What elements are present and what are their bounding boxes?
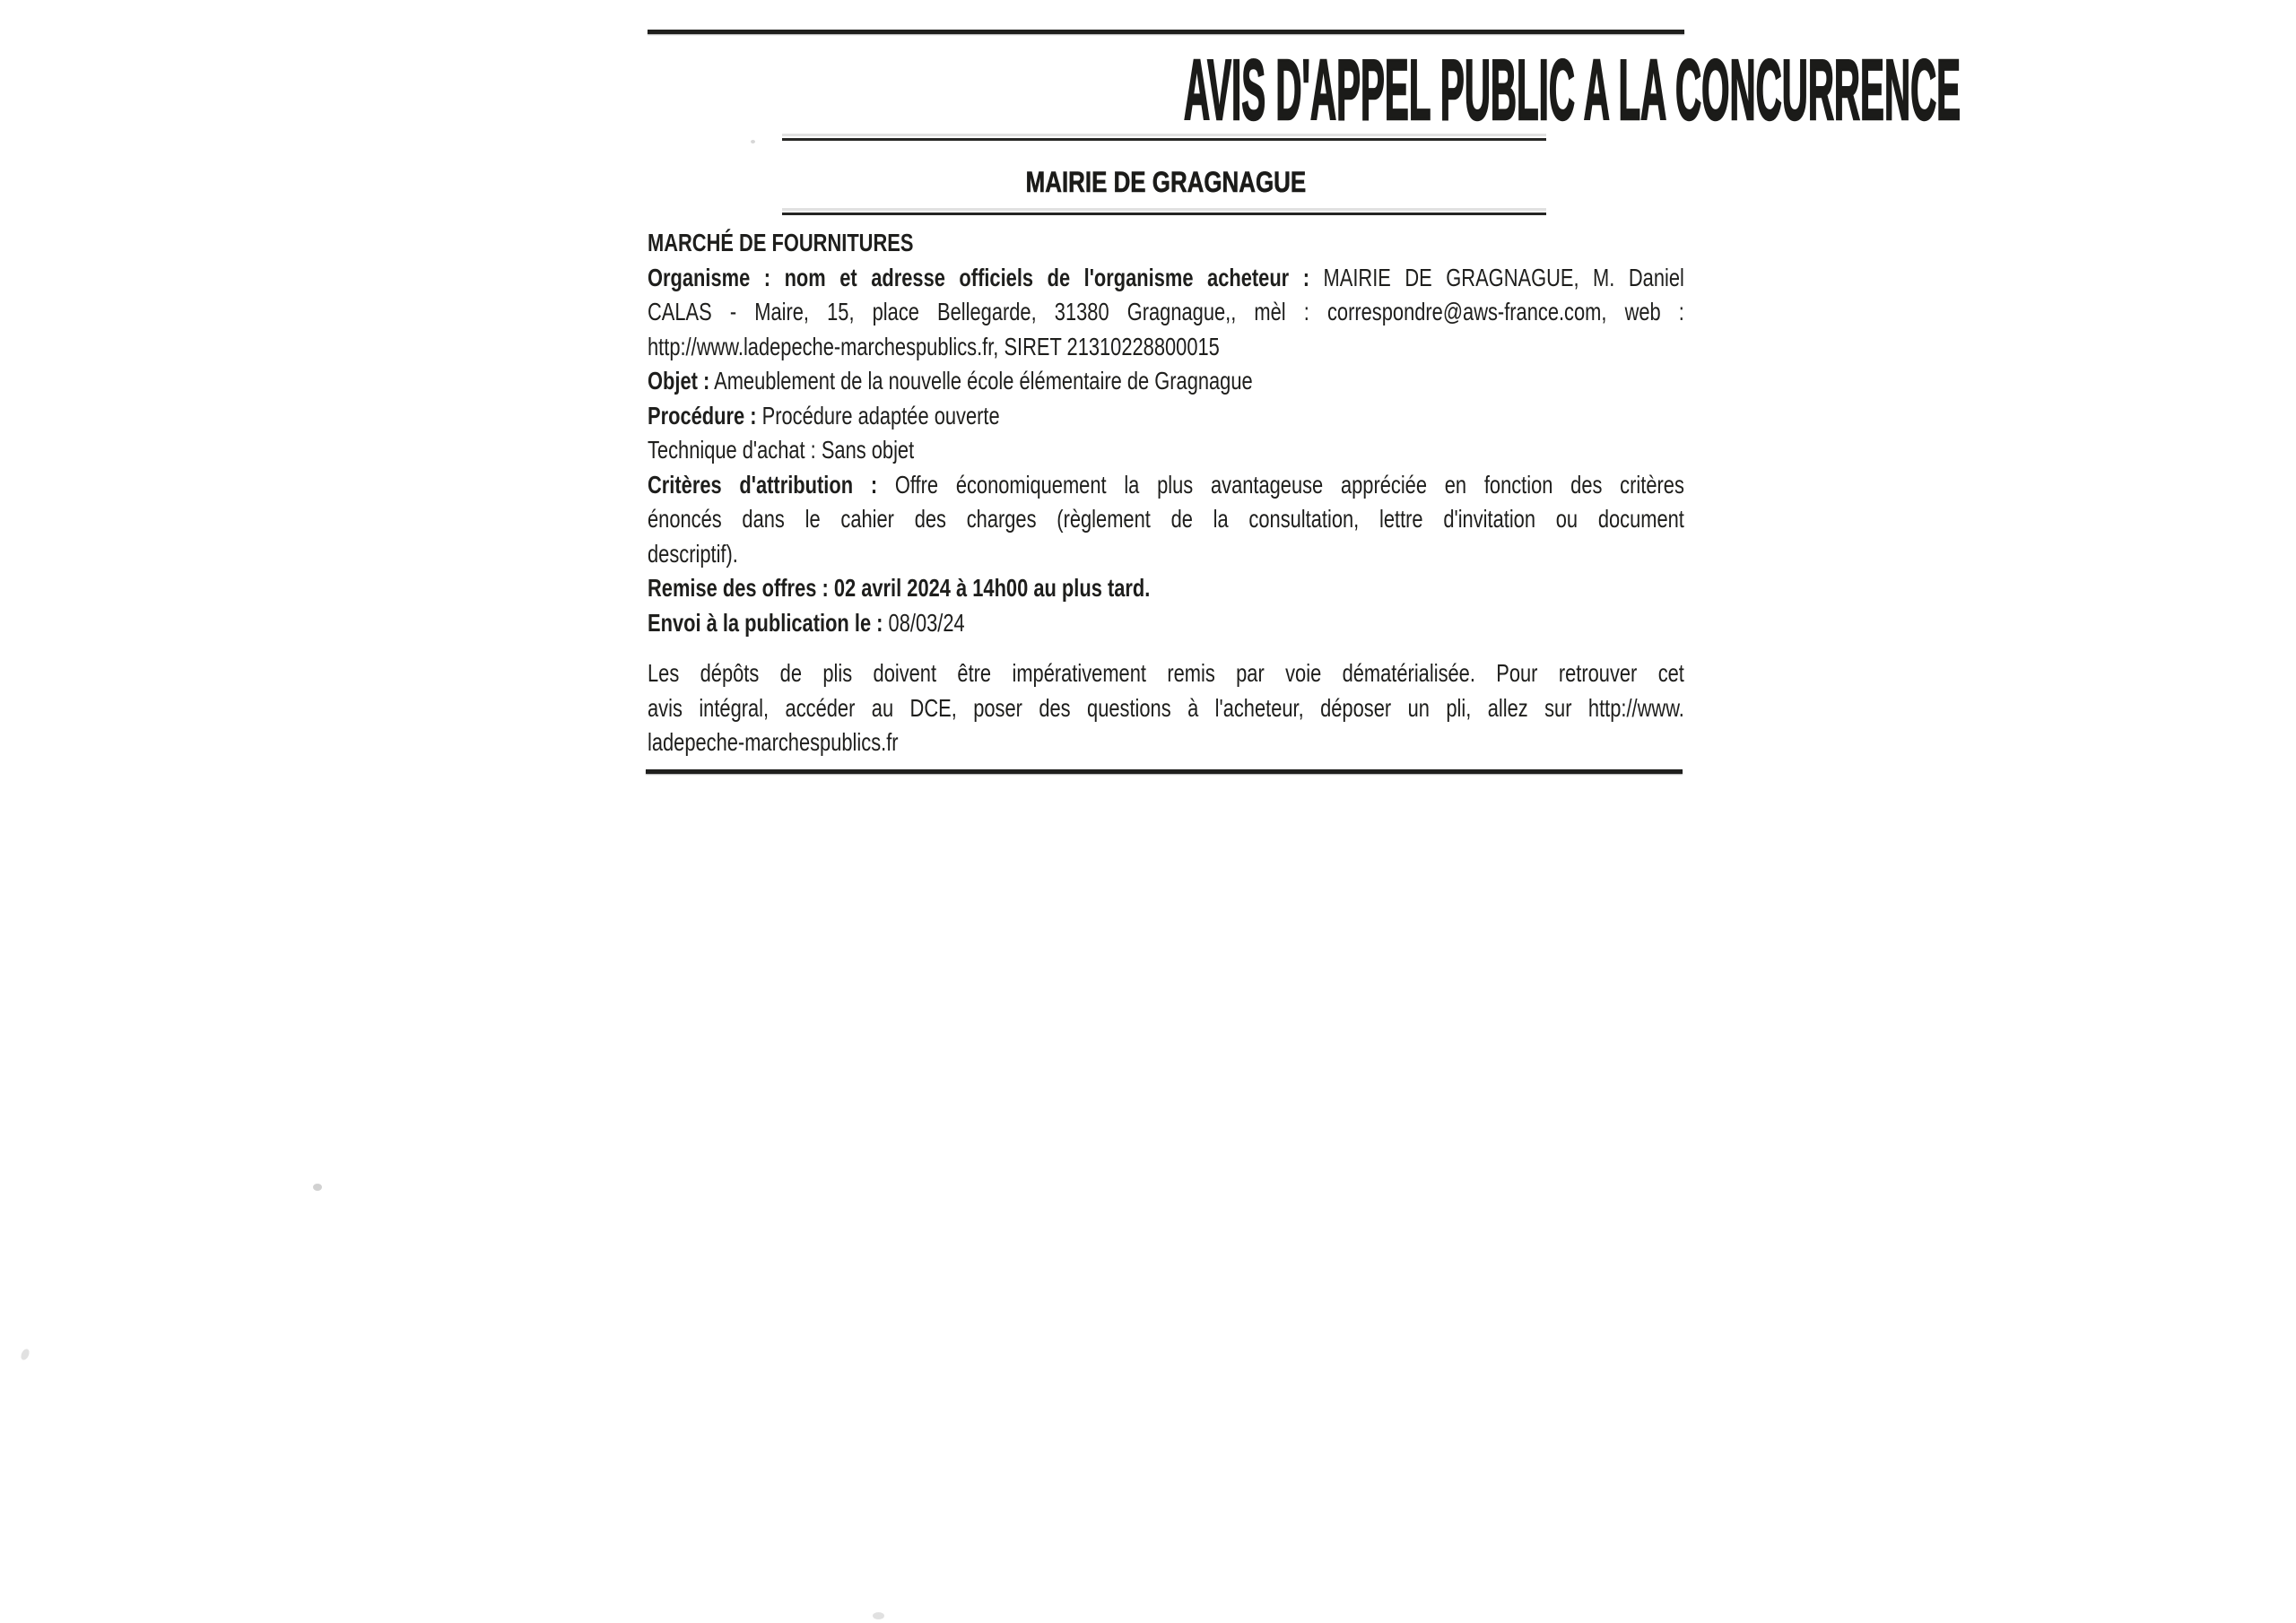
field-value: descriptif). <box>648 539 738 568</box>
notice-line <box>648 226 1684 261</box>
field-value: avis intégral, accéder au DCE, poser des questions à l'acheteur, déposer un pli, allez sur http://www. <box>648 693 1684 722</box>
notice-line <box>648 468 1684 503</box>
notice-line <box>648 537 1684 572</box>
notice-title-row <box>648 42 1961 138</box>
bottom-rule <box>646 769 1683 774</box>
field-value: http://www.ladepeche-marchespublics.fr, SIRET 21310228800015 <box>648 332 1220 360</box>
field-value: Les dépôts de plis doivent être impérativement remis par voie dématérialisée. Pour retrouver cet <box>648 659 1684 687</box>
notice-line <box>648 656 1684 691</box>
notice-line <box>648 399 1684 434</box>
notice-line <box>648 606 1684 641</box>
field-value: Ameublement de la nouvelle école élémentaire de Gragnague <box>709 367 1253 395</box>
notice-line <box>648 502 1684 537</box>
notice-subtitle-row <box>648 168 1684 196</box>
field-value: Procédure adaptée ouverte <box>756 401 1000 430</box>
notice-line <box>648 725 1684 760</box>
subtitle-underline <box>782 213 1546 215</box>
notice-line <box>648 364 1684 399</box>
field-label: Remise des offres : 02 avril 2024 à 14h00 au plus tard. <box>648 574 1151 602</box>
notice-line <box>648 261 1684 296</box>
notice-line <box>648 571 1684 606</box>
field-label: Objet : <box>648 367 710 395</box>
notice-line <box>648 433 1684 468</box>
notice-subtitle: MAIRIE DE GRAGNAGUE <box>1025 166 1307 198</box>
field-value: ladepeche-marchespublics.fr <box>648 728 899 756</box>
top-rule <box>648 30 1684 34</box>
scan-speck <box>20 1348 31 1361</box>
field-value: Technique d'achat : Sans objet <box>648 436 915 464</box>
notice-line <box>648 295 1684 330</box>
field-value: CALAS - Maire, 15, place Bellegarde, 31380 Gragnague,, mèl : correspondre@aws-france.com, web : <box>648 298 1684 325</box>
notice-line <box>648 691 1684 726</box>
field-label: MARCHÉ DE FOURNITURES <box>648 229 914 256</box>
notice-line <box>648 330 1684 365</box>
field-value: MAIRIE DE GRAGNAGUE, M. Daniel <box>1309 263 1684 291</box>
notice-title: AVIS D'APPEL PUBLIC A LA CONCURRENCE <box>1184 42 1961 138</box>
field-value: Offre économiquement la plus avantageuse appréciée en fonction des critères <box>877 470 1684 499</box>
notice-body <box>648 226 1684 760</box>
field-label: Procédure : <box>648 401 757 430</box>
field-label: Envoi à la publication le : <box>648 608 883 637</box>
field-label: Critères d'attribution : <box>648 470 878 499</box>
scan-speck <box>873 1612 884 1619</box>
field-label: Organisme : nom et adresse officiels de l'organisme acheteur : <box>648 263 1310 291</box>
field-value: énoncés dans le cahier des charges (règlement de la consultation, lettre d'invitation ou document <box>648 505 1684 533</box>
title-underline <box>782 138 1546 141</box>
field-value: 08/03/24 <box>883 608 965 637</box>
scan-speck <box>313 1184 322 1191</box>
scan-speck <box>751 140 755 143</box>
